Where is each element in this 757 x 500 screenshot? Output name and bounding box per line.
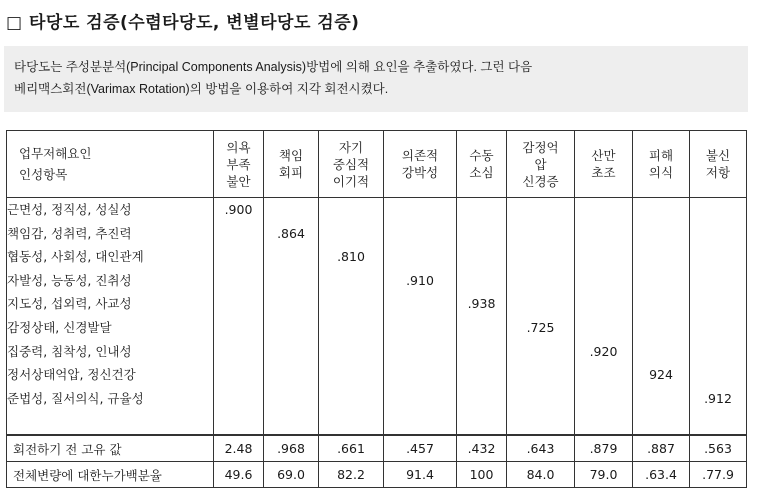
factor-header: 피해 의식 [633, 131, 690, 198]
attribute-item: 집중력, 침착성, 인내성 [7, 343, 132, 359]
eigenvalue-cell: .968 [264, 435, 319, 462]
loading-value: .912 [704, 390, 732, 406]
loading-cell [633, 198, 690, 436]
eigenvalue-cell: .432 [457, 435, 507, 462]
loading-cell [457, 198, 507, 436]
loading-value: .910 [406, 272, 434, 288]
loading-cell [384, 198, 457, 436]
intro-box [4, 46, 748, 112]
section-heading: □ 타당도 검증(수렴타당도, 변별타당도 검증) [6, 13, 360, 33]
cumulative-variance-cell: 91.4 [384, 462, 457, 488]
eigenvalue-cell: 2.48 [214, 435, 264, 462]
eigenvalue-cell: .563 [690, 435, 747, 462]
loading-cell [264, 198, 319, 436]
factor-header: 자기 중심적 이기적 [319, 131, 384, 198]
attribute-item: 준법성, 질서의식, 규율성 [7, 390, 144, 406]
cumulative-variance-cell: 82.2 [319, 462, 384, 488]
loading-value: 924 [649, 367, 673, 383]
loadings-row [7, 198, 747, 436]
eigenvalue-cell: .457 [384, 435, 457, 462]
corner-header: 업무저해요인 인성항목 [7, 131, 214, 198]
attribute-item: 책임감, 성취력, 추진력 [7, 225, 132, 241]
cumulative-variance-cell: 49.6 [214, 462, 264, 488]
factor-header: 의욕 부족 불안 [214, 131, 264, 198]
eigenvalue-cell: .643 [507, 435, 575, 462]
loading-cell [214, 198, 264, 436]
cumulative-variance-cell: 79.0 [575, 462, 633, 488]
eigenvalue-row [7, 435, 747, 462]
loading-cell [507, 198, 575, 436]
intro-line-1: 타당도는 주성분분석(Principal Components Analysis)방법에 의해 요인을 추출하였다. 그런 다음 [14, 60, 533, 74]
loading-value: .938 [467, 296, 496, 312]
attribute-item: 협동성, 사회성, 대인관계 [7, 249, 144, 265]
cumulative-variance-cell: 84.0 [507, 462, 575, 488]
loading-cell [690, 198, 747, 436]
loading-value: .864 [277, 225, 305, 241]
cumulative-variance-row [7, 462, 747, 488]
factor-header: 의존적 강박성 [384, 131, 457, 198]
attribute-item: 감정상태, 신경발달 [7, 319, 112, 335]
attribute-list [7, 198, 214, 436]
attribute-item: 정서상태억압, 정신건강 [7, 367, 136, 383]
eigenvalue-cell: .887 [633, 435, 690, 462]
cumulative-variance-cell: .63.4 [633, 462, 690, 488]
attribute-item: 자발성, 능동성, 진취성 [7, 272, 132, 288]
loading-value: .900 [224, 202, 253, 217]
eigenvalue-cell: .661 [319, 435, 384, 462]
cumulative-variance-cell: .77.9 [690, 462, 747, 488]
eigenvalue-cell: .879 [575, 435, 633, 462]
attribute-item: 근면성, 정직성, 성실성 [7, 202, 132, 217]
factor-header: 책임 회피 [264, 131, 319, 198]
factor-header: 산만 초조 [575, 131, 633, 198]
cumulative-variance-cell: 69.0 [264, 462, 319, 488]
intro-line-2: 베리맥스회전(Varimax Rotation)의 방법을 이용하여 지각 회전시켰다. [14, 82, 389, 96]
cumulative-variance-label: 전체변량에 대한누가백분율 [7, 462, 214, 488]
loading-value: .725 [526, 319, 555, 335]
factor-header: 불신 저항 [690, 131, 747, 198]
factor-analysis-table [6, 130, 747, 488]
loading-cell [575, 198, 633, 436]
eigenvalue-label: 회전하기 전 고유 값 [7, 435, 214, 462]
cumulative-variance-cell: 100 [457, 462, 507, 488]
loading-value: .920 [589, 343, 618, 359]
factor-header: 감정억 압 신경증 [507, 131, 575, 198]
factor-header: 수동 소심 [457, 131, 507, 198]
loading-value: .810 [337, 249, 365, 265]
attribute-item: 지도성, 섭외력, 사교성 [7, 296, 132, 312]
header-row [7, 131, 747, 198]
loading-cell [319, 198, 384, 436]
